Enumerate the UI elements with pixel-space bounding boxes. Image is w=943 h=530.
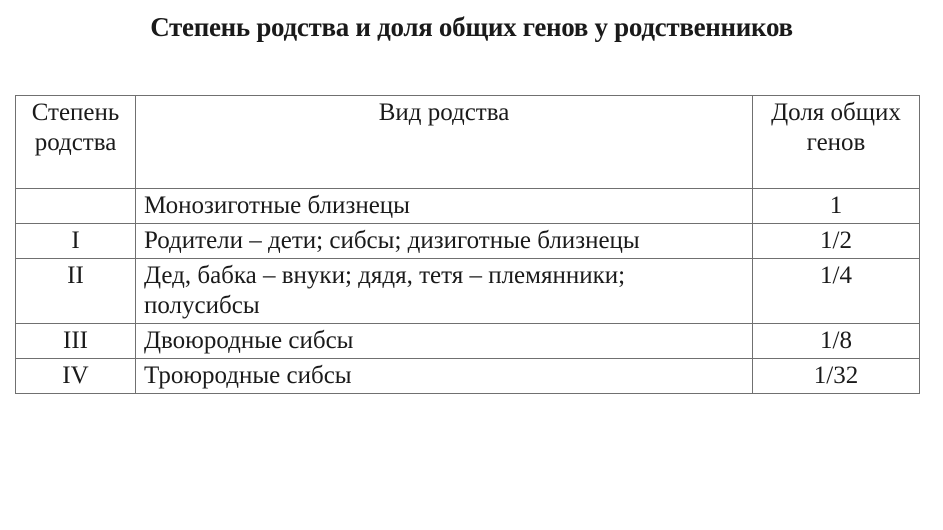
table-header-row [16, 96, 920, 189]
cell-share: 1/32 [753, 359, 920, 394]
cell-degree: III [16, 324, 136, 359]
cell-degree: IV [16, 359, 136, 394]
table-row [16, 224, 920, 259]
table-row [16, 324, 920, 359]
cell-degree: II [16, 259, 136, 324]
cell-degree [16, 189, 136, 224]
cell-share: 1 [753, 189, 920, 224]
page-title: Степень родства и доля общих генов у родственников [150, 12, 793, 42]
cell-kind: Троюродные сибсы [136, 359, 753, 394]
kinship-table [15, 95, 920, 394]
table-row [16, 259, 920, 324]
table-row [16, 189, 920, 224]
header-kind: Вид родства [136, 96, 753, 189]
cell-kind: Двоюродные сибсы [136, 324, 753, 359]
header-degree: Степень родства [16, 96, 136, 189]
cell-degree: I [16, 224, 136, 259]
cell-kind: Дед, бабка – внуки; дядя, тетя – племянники; полусибсы [136, 259, 753, 324]
cell-kind: Монозиготные близнецы [136, 189, 753, 224]
cell-share: 1/8 [753, 324, 920, 359]
cell-share: 1/4 [753, 259, 920, 324]
table-row [16, 359, 920, 394]
header-share: Доля общих генов [753, 96, 920, 189]
cell-share: 1/2 [753, 224, 920, 259]
cell-kind: Родители – дети; сибсы; дизиготные близнецы [136, 224, 753, 259]
